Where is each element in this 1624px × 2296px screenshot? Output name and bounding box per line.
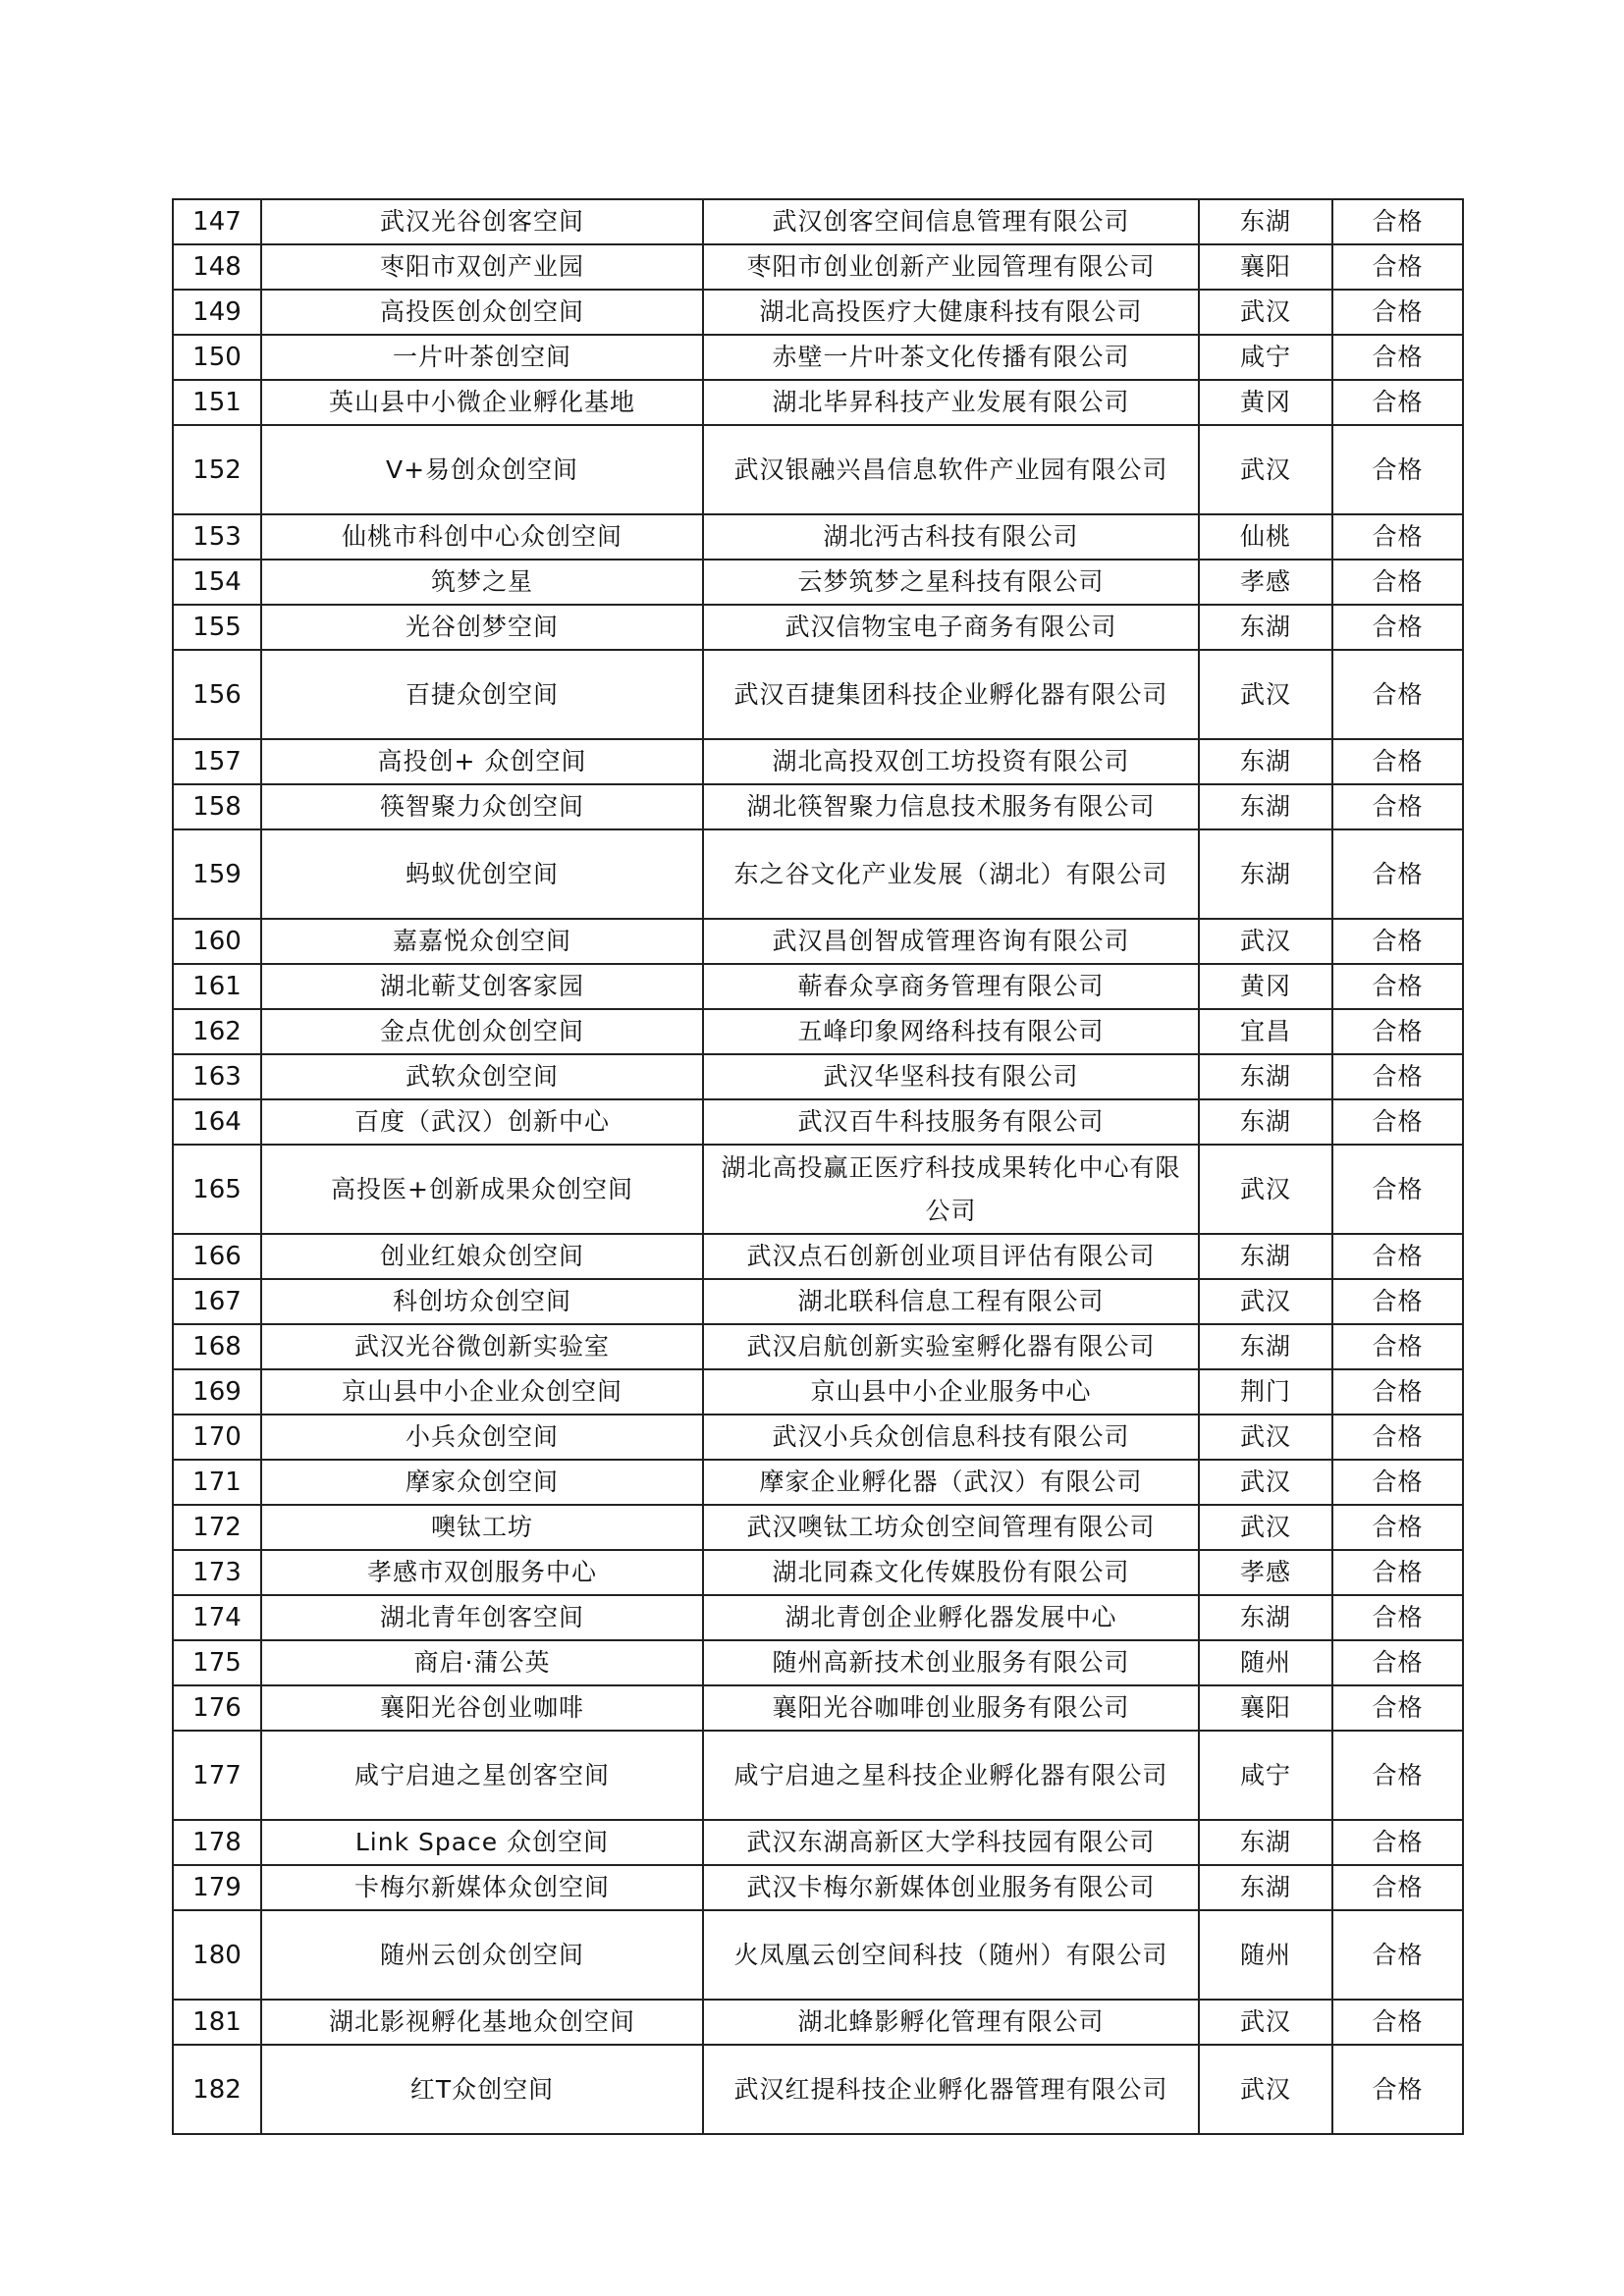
space-name-cell: 枣阳市双创产业园 bbox=[261, 244, 703, 290]
row-number-cell: 175 bbox=[173, 1640, 261, 1685]
row-number-cell: 164 bbox=[173, 1099, 261, 1145]
row-number-cell: 168 bbox=[173, 1324, 261, 1369]
row-number-cell: 178 bbox=[173, 1820, 261, 1865]
evaluation-result-cell: 合格 bbox=[1332, 1640, 1463, 1685]
row-number-cell: 157 bbox=[173, 739, 261, 784]
operating-company-cell: 枣阳市创业创新产业园管理有限公司 bbox=[703, 244, 1199, 290]
space-name-cell: 蚂蚁优创空间 bbox=[261, 829, 703, 919]
evaluation-result-cell: 合格 bbox=[1332, 1595, 1463, 1640]
operating-company-cell: 武汉百牛科技服务有限公司 bbox=[703, 1099, 1199, 1145]
table-row bbox=[173, 1279, 1463, 1324]
region-cell: 孝感 bbox=[1199, 1550, 1332, 1595]
region-cell: 武汉 bbox=[1199, 2000, 1332, 2045]
region-cell: 随州 bbox=[1199, 1910, 1332, 2000]
table-row bbox=[173, 560, 1463, 605]
space-name-cell: 百捷众创空间 bbox=[261, 650, 703, 739]
evaluation-result-cell: 合格 bbox=[1332, 739, 1463, 784]
region-cell: 武汉 bbox=[1199, 1505, 1332, 1550]
table-row bbox=[173, 1550, 1463, 1595]
operating-company-cell: 武汉红提科技企业孵化器管理有限公司 bbox=[703, 2045, 1199, 2134]
row-number-cell: 181 bbox=[173, 2000, 261, 2045]
evaluation-result-cell: 合格 bbox=[1332, 335, 1463, 380]
operating-company-cell: 赤壁一片叶茶文化传播有限公司 bbox=[703, 335, 1199, 380]
row-number-cell: 147 bbox=[173, 199, 261, 244]
operating-company-cell: 随州高新技术创业服务有限公司 bbox=[703, 1640, 1199, 1685]
space-name-cell: 创业红娘众创空间 bbox=[261, 1234, 703, 1279]
region-cell: 武汉 bbox=[1199, 290, 1332, 335]
region-cell: 咸宁 bbox=[1199, 1731, 1332, 1820]
region-cell: 武汉 bbox=[1199, 1415, 1332, 1460]
space-name-cell: 高投医+创新成果众创空间 bbox=[261, 1145, 703, 1234]
evaluation-result-cell: 合格 bbox=[1332, 784, 1463, 829]
space-name-cell: 光谷创梦空间 bbox=[261, 605, 703, 650]
row-number-cell: 171 bbox=[173, 1460, 261, 1505]
table-row bbox=[173, 335, 1463, 380]
evaluation-result-cell: 合格 bbox=[1332, 829, 1463, 919]
region-cell: 东湖 bbox=[1199, 1054, 1332, 1099]
operating-company-cell: 武汉信物宝电子商务有限公司 bbox=[703, 605, 1199, 650]
table-row bbox=[173, 964, 1463, 1009]
evaluation-result-cell: 合格 bbox=[1332, 1324, 1463, 1369]
region-cell: 武汉 bbox=[1199, 2045, 1332, 2134]
operating-company-cell: 武汉创客空间信息管理有限公司 bbox=[703, 199, 1199, 244]
row-number-cell: 166 bbox=[173, 1234, 261, 1279]
region-cell: 黄冈 bbox=[1199, 964, 1332, 1009]
operating-company-cell: 摩家企业孵化器（武汉）有限公司 bbox=[703, 1460, 1199, 1505]
evaluation-result-cell: 合格 bbox=[1332, 964, 1463, 1009]
region-cell: 武汉 bbox=[1199, 1145, 1332, 1234]
row-number-cell: 152 bbox=[173, 425, 261, 514]
region-cell: 东湖 bbox=[1199, 1234, 1332, 1279]
space-name-cell: 高投创+ 众创空间 bbox=[261, 739, 703, 784]
space-name-cell: 孝感市双创服务中心 bbox=[261, 1550, 703, 1595]
table-row bbox=[173, 514, 1463, 560]
row-number-cell: 165 bbox=[173, 1145, 261, 1234]
region-cell: 武汉 bbox=[1199, 1460, 1332, 1505]
row-number-cell: 179 bbox=[173, 1865, 261, 1910]
operating-company-cell: 五峰印象网络科技有限公司 bbox=[703, 1009, 1199, 1054]
table-row bbox=[173, 1415, 1463, 1460]
space-name-cell: 卡梅尔新媒体众创空间 bbox=[261, 1865, 703, 1910]
operating-company-cell: 湖北筷智聚力信息技术服务有限公司 bbox=[703, 784, 1199, 829]
evaluation-result-cell: 合格 bbox=[1332, 199, 1463, 244]
space-name-cell: 筷智聚力众创空间 bbox=[261, 784, 703, 829]
table-row bbox=[173, 1865, 1463, 1910]
row-number-cell: 163 bbox=[173, 1054, 261, 1099]
space-name-cell: 仙桃市科创中心众创空间 bbox=[261, 514, 703, 560]
space-name-cell: 科创坊众创空间 bbox=[261, 1279, 703, 1324]
space-name-cell: 嘉嘉悦众创空间 bbox=[261, 919, 703, 964]
evaluation-result-cell: 合格 bbox=[1332, 1865, 1463, 1910]
evaluation-result-cell: 合格 bbox=[1332, 1820, 1463, 1865]
table-row bbox=[173, 1009, 1463, 1054]
region-cell: 东湖 bbox=[1199, 829, 1332, 919]
row-number-cell: 153 bbox=[173, 514, 261, 560]
operating-company-cell: 湖北高投医疗大健康科技有限公司 bbox=[703, 290, 1199, 335]
table-row bbox=[173, 425, 1463, 514]
table-row bbox=[173, 1054, 1463, 1099]
row-number-cell: 149 bbox=[173, 290, 261, 335]
table-row bbox=[173, 244, 1463, 290]
evaluation-result-cell: 合格 bbox=[1332, 1910, 1463, 2000]
evaluation-result-cell: 合格 bbox=[1332, 1731, 1463, 1820]
operating-company-cell: 武汉小兵众创信息科技有限公司 bbox=[703, 1415, 1199, 1460]
region-cell: 东湖 bbox=[1199, 1595, 1332, 1640]
space-name-cell: 武软众创空间 bbox=[261, 1054, 703, 1099]
space-name-cell: 高投医创众创空间 bbox=[261, 290, 703, 335]
table-row bbox=[173, 1505, 1463, 1550]
region-cell: 荆门 bbox=[1199, 1369, 1332, 1415]
evaluation-result-cell: 合格 bbox=[1332, 1099, 1463, 1145]
region-cell: 随州 bbox=[1199, 1640, 1332, 1685]
operating-company-cell: 武汉卡梅尔新媒体创业服务有限公司 bbox=[703, 1865, 1199, 1910]
region-cell: 东湖 bbox=[1199, 1324, 1332, 1369]
row-number-cell: 150 bbox=[173, 335, 261, 380]
space-name-cell: 湖北青年创客空间 bbox=[261, 1595, 703, 1640]
operating-company-cell: 武汉华坚科技有限公司 bbox=[703, 1054, 1199, 1099]
operating-company-cell: 湖北沔古科技有限公司 bbox=[703, 514, 1199, 560]
space-name-cell: 百度（武汉）创新中心 bbox=[261, 1099, 703, 1145]
region-cell: 东湖 bbox=[1199, 784, 1332, 829]
row-number-cell: 170 bbox=[173, 1415, 261, 1460]
region-cell: 武汉 bbox=[1199, 650, 1332, 739]
table-row bbox=[173, 739, 1463, 784]
table-row bbox=[173, 1460, 1463, 1505]
table-row bbox=[173, 2000, 1463, 2045]
region-cell: 东湖 bbox=[1199, 1865, 1332, 1910]
region-cell: 武汉 bbox=[1199, 425, 1332, 514]
region-cell: 孝感 bbox=[1199, 560, 1332, 605]
space-name-cell: V+易创众创空间 bbox=[261, 425, 703, 514]
evaluation-result-cell: 合格 bbox=[1332, 605, 1463, 650]
evaluation-result-cell: 合格 bbox=[1332, 1234, 1463, 1279]
evaluation-result-cell: 合格 bbox=[1332, 514, 1463, 560]
evaluation-result-cell: 合格 bbox=[1332, 2045, 1463, 2134]
evaluation-result-cell: 合格 bbox=[1332, 1369, 1463, 1415]
evaluation-result-cell: 合格 bbox=[1332, 1145, 1463, 1234]
evaluation-result-cell: 合格 bbox=[1332, 2000, 1463, 2045]
operating-company-cell: 云梦筑梦之星科技有限公司 bbox=[703, 560, 1199, 605]
region-cell: 武汉 bbox=[1199, 919, 1332, 964]
region-cell: 襄阳 bbox=[1199, 244, 1332, 290]
evaluation-result-cell: 合格 bbox=[1332, 425, 1463, 514]
region-cell: 武汉 bbox=[1199, 1279, 1332, 1324]
evaluation-result-cell: 合格 bbox=[1332, 1279, 1463, 1324]
evaluation-result-cell: 合格 bbox=[1332, 290, 1463, 335]
space-name-cell: 商启·蒲公英 bbox=[261, 1640, 703, 1685]
region-cell: 襄阳 bbox=[1199, 1685, 1332, 1731]
row-number-cell: 167 bbox=[173, 1279, 261, 1324]
operating-company-cell: 京山县中小企业服务中心 bbox=[703, 1369, 1199, 1415]
evaluation-result-cell: 合格 bbox=[1332, 1415, 1463, 1460]
evaluation-result-cell: 合格 bbox=[1332, 1550, 1463, 1595]
operating-company-cell: 武汉东湖高新区大学科技园有限公司 bbox=[703, 1820, 1199, 1865]
evaluation-result-cell: 合格 bbox=[1332, 1685, 1463, 1731]
table-row bbox=[173, 1910, 1463, 2000]
operating-company-cell: 武汉启航创新实验室孵化器有限公司 bbox=[703, 1324, 1199, 1369]
region-cell: 仙桃 bbox=[1199, 514, 1332, 560]
operating-company-cell: 东之谷文化产业发展（湖北）有限公司 bbox=[703, 829, 1199, 919]
region-cell: 东湖 bbox=[1199, 1099, 1332, 1145]
operating-company-cell: 湖北蜂影孵化管理有限公司 bbox=[703, 2000, 1199, 2045]
row-number-cell: 148 bbox=[173, 244, 261, 290]
table-row bbox=[173, 290, 1463, 335]
region-cell: 咸宁 bbox=[1199, 335, 1332, 380]
operating-company-cell: 武汉银融兴昌信息软件产业园有限公司 bbox=[703, 425, 1199, 514]
space-name-cell: 筑梦之星 bbox=[261, 560, 703, 605]
space-name-cell: 襄阳光谷创业咖啡 bbox=[261, 1685, 703, 1731]
row-number-cell: 162 bbox=[173, 1009, 261, 1054]
operating-company-cell: 咸宁启迪之星科技企业孵化器有限公司 bbox=[703, 1731, 1199, 1820]
row-number-cell: 176 bbox=[173, 1685, 261, 1731]
space-name-cell: 随州云创众创空间 bbox=[261, 1910, 703, 2000]
table-row bbox=[173, 1145, 1463, 1234]
operating-company-cell: 湖北同森文化传媒股份有限公司 bbox=[703, 1550, 1199, 1595]
row-number-cell: 159 bbox=[173, 829, 261, 919]
evaluation-result-cell: 合格 bbox=[1332, 244, 1463, 290]
region-cell: 黄冈 bbox=[1199, 380, 1332, 425]
space-name-cell: 噢钛工坊 bbox=[261, 1505, 703, 1550]
evaluation-result-cell: 合格 bbox=[1332, 919, 1463, 964]
operating-company-cell: 武汉噢钛工坊众创空间管理有限公司 bbox=[703, 1505, 1199, 1550]
evaluation-result-cell: 合格 bbox=[1332, 560, 1463, 605]
operating-company-cell: 湖北联科信息工程有限公司 bbox=[703, 1279, 1199, 1324]
row-number-cell: 158 bbox=[173, 784, 261, 829]
operating-company-cell: 武汉昌创智成管理咨询有限公司 bbox=[703, 919, 1199, 964]
table-row bbox=[173, 1685, 1463, 1731]
table-row bbox=[173, 1640, 1463, 1685]
row-number-cell: 156 bbox=[173, 650, 261, 739]
table-row bbox=[173, 1099, 1463, 1145]
table-row bbox=[173, 1820, 1463, 1865]
table-row bbox=[173, 1731, 1463, 1820]
region-cell: 宜昌 bbox=[1199, 1009, 1332, 1054]
table-row bbox=[173, 380, 1463, 425]
table-body bbox=[173, 199, 1463, 2134]
space-name-cell: 咸宁启迪之星创客空间 bbox=[261, 1731, 703, 1820]
row-number-cell: 154 bbox=[173, 560, 261, 605]
operating-company-cell: 蕲春众享商务管理有限公司 bbox=[703, 964, 1199, 1009]
row-number-cell: 155 bbox=[173, 605, 261, 650]
row-number-cell: 177 bbox=[173, 1731, 261, 1820]
table-row bbox=[173, 650, 1463, 739]
region-cell: 东湖 bbox=[1199, 1820, 1332, 1865]
evaluation-result-cell: 合格 bbox=[1332, 1009, 1463, 1054]
space-name-cell: 湖北影视孵化基地众创空间 bbox=[261, 2000, 703, 2045]
region-cell: 东湖 bbox=[1199, 739, 1332, 784]
operating-company-cell: 湖北高投赢正医疗科技成果转化中心有限公司 bbox=[703, 1145, 1199, 1234]
operating-company-cell: 武汉点石创新创业项目评估有限公司 bbox=[703, 1234, 1199, 1279]
space-name-cell: Link Space 众创空间 bbox=[261, 1820, 703, 1865]
space-name-cell: 湖北蕲艾创客家园 bbox=[261, 964, 703, 1009]
operating-company-cell: 湖北高投双创工坊投资有限公司 bbox=[703, 739, 1199, 784]
table-row bbox=[173, 1234, 1463, 1279]
table-row bbox=[173, 1595, 1463, 1640]
table-row bbox=[173, 1369, 1463, 1415]
row-number-cell: 172 bbox=[173, 1505, 261, 1550]
table-row bbox=[173, 919, 1463, 964]
row-number-cell: 161 bbox=[173, 964, 261, 1009]
row-number-cell: 173 bbox=[173, 1550, 261, 1595]
table-row bbox=[173, 829, 1463, 919]
evaluation-result-cell: 合格 bbox=[1332, 1054, 1463, 1099]
row-number-cell: 151 bbox=[173, 380, 261, 425]
row-number-cell: 169 bbox=[173, 1369, 261, 1415]
row-number-cell: 182 bbox=[173, 2045, 261, 2134]
space-name-cell: 武汉光谷微创新实验室 bbox=[261, 1324, 703, 1369]
table-row bbox=[173, 2045, 1463, 2134]
region-cell: 东湖 bbox=[1199, 199, 1332, 244]
operating-company-cell: 湖北青创企业孵化器发展中心 bbox=[703, 1595, 1199, 1640]
operating-company-cell: 武汉百捷集团科技企业孵化器有限公司 bbox=[703, 650, 1199, 739]
space-name-cell: 小兵众创空间 bbox=[261, 1415, 703, 1460]
operating-company-cell: 火凤凰云创空间科技（随州）有限公司 bbox=[703, 1910, 1199, 2000]
row-number-cell: 174 bbox=[173, 1595, 261, 1640]
operating-company-cell: 襄阳光谷咖啡创业服务有限公司 bbox=[703, 1685, 1199, 1731]
table-row bbox=[173, 1324, 1463, 1369]
evaluation-result-cell: 合格 bbox=[1332, 1505, 1463, 1550]
space-name-cell: 金点优创众创空间 bbox=[261, 1009, 703, 1054]
space-name-cell: 红T众创空间 bbox=[261, 2045, 703, 2134]
space-name-cell: 一片叶茶创空间 bbox=[261, 335, 703, 380]
table-row bbox=[173, 199, 1463, 244]
evaluation-result-cell: 合格 bbox=[1332, 1460, 1463, 1505]
operating-company-cell: 湖北毕昇科技产业发展有限公司 bbox=[703, 380, 1199, 425]
evaluation-result-cell: 合格 bbox=[1332, 650, 1463, 739]
row-number-cell: 160 bbox=[173, 919, 261, 964]
incubator-evaluation-table bbox=[172, 198, 1464, 2135]
row-number-cell: 180 bbox=[173, 1910, 261, 2000]
space-name-cell: 摩家众创空间 bbox=[261, 1460, 703, 1505]
region-cell: 东湖 bbox=[1199, 605, 1332, 650]
table-row bbox=[173, 784, 1463, 829]
space-name-cell: 英山县中小微企业孵化基地 bbox=[261, 380, 703, 425]
table-row bbox=[173, 605, 1463, 650]
space-name-cell: 武汉光谷创客空间 bbox=[261, 199, 703, 244]
evaluation-result-cell: 合格 bbox=[1332, 380, 1463, 425]
space-name-cell: 京山县中小企业众创空间 bbox=[261, 1369, 703, 1415]
